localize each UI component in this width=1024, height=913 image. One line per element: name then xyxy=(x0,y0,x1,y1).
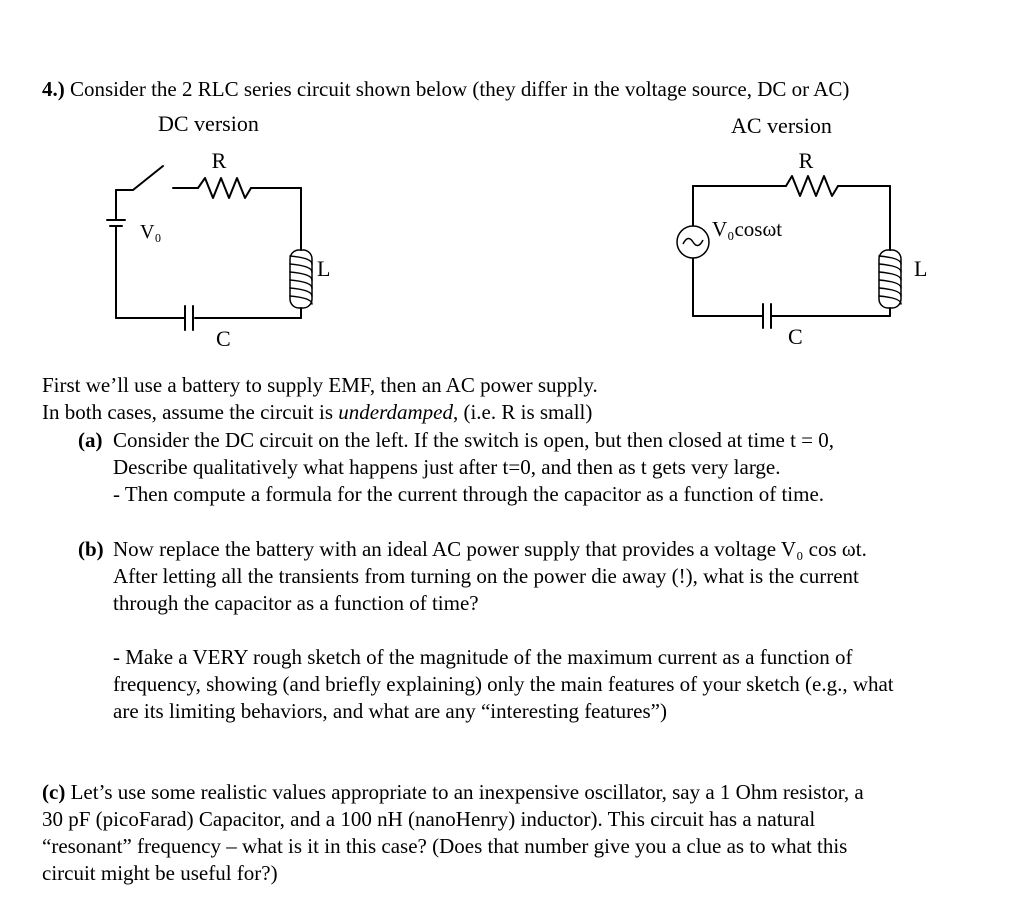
part-c-line-3: “resonant” frequency – what is it in this case? (Does that number give you a clue as to what this xyxy=(42,834,848,858)
intro-line-2-emphasis: underdamped xyxy=(338,400,453,424)
part-b-tag: (b) xyxy=(78,537,104,561)
intro-line-2-pre: In both cases, assume the circuit is xyxy=(42,400,339,424)
ac-circuit-diagram xyxy=(668,140,948,360)
part-b-line-5: frequency, showing (and briefly explaining) only the main features of your sketch (e.g., what xyxy=(113,672,894,696)
part-b-line-3: through the capacitor as a function of time? xyxy=(113,591,479,615)
dc-circuit-diagram xyxy=(95,140,365,360)
part-c-line-1 xyxy=(42,779,864,806)
dc-resistor-zigzag xyxy=(198,178,251,198)
dc-caption: DC version xyxy=(158,111,259,136)
part-c-tag: (c) xyxy=(42,780,66,804)
part-b-line-6: are its limiting behaviors, and what are any “interesting features”) xyxy=(113,699,667,723)
ac-resistor-label: R xyxy=(798,148,814,173)
part-a-line-1: Consider the DC circuit on the left. If the switch is open, but then closed at time t = 0, xyxy=(113,428,835,452)
problem-number: 4.) xyxy=(42,77,65,101)
part-c-line-4: circuit might be useful for?) xyxy=(42,861,278,885)
ac-capacitor-label: C xyxy=(788,324,803,349)
ac-resistor-zigzag xyxy=(786,176,838,196)
part-a-line-3: - Then compute a formula for the current through the capacitor as a function of time. xyxy=(113,482,825,506)
part-b-line-1: Now replace the battery with an ideal AC power supply that provides a voltage V₀ cos ωt. xyxy=(113,537,867,561)
dc-source-label: V₀ xyxy=(140,221,162,243)
part-a-tag: (a) xyxy=(78,428,103,452)
intro-line-2-post: , (i.e. R is small) xyxy=(452,400,593,424)
problem-title xyxy=(42,76,849,103)
part-a-line-2: Describe qualitatively what happens just after t=0, and then as t gets very large. xyxy=(113,455,781,479)
ac-source-label: V₀cosωt xyxy=(712,217,783,241)
ac-caption: AC version xyxy=(731,113,832,138)
part-c-line-1-text: Let’s use some realistic values appropriate to an inexpensive oscillator, say a 1 Ohm resistor, a xyxy=(70,780,864,804)
dc-capacitor-label: C xyxy=(216,326,231,351)
intro-line-2 xyxy=(42,399,592,426)
part-c-line-2: 30 pF (picoFarad) Capacitor, and a 100 nH (nanoHenry) inductor). This circuit has a natural xyxy=(42,807,816,831)
part-b-line-4: - Make a VERY rough sketch of the magnitude of the maximum current as a function of xyxy=(113,645,853,669)
dc-inductor-label: L xyxy=(317,256,331,281)
ac-inductor-label: L xyxy=(914,256,928,281)
intro-line-1: First we’ll use a battery to supply EMF, then an AC power supply. xyxy=(42,373,598,397)
switch-blade xyxy=(133,166,163,190)
dc-resistor-label: R xyxy=(211,148,227,173)
part-b-line-2: After letting all the transients from turning on the power die away (!), what is the current xyxy=(113,564,859,588)
problem-title-text: Consider the 2 RLC series circuit shown below (they differ in the voltage source, DC or AC) xyxy=(70,77,850,101)
